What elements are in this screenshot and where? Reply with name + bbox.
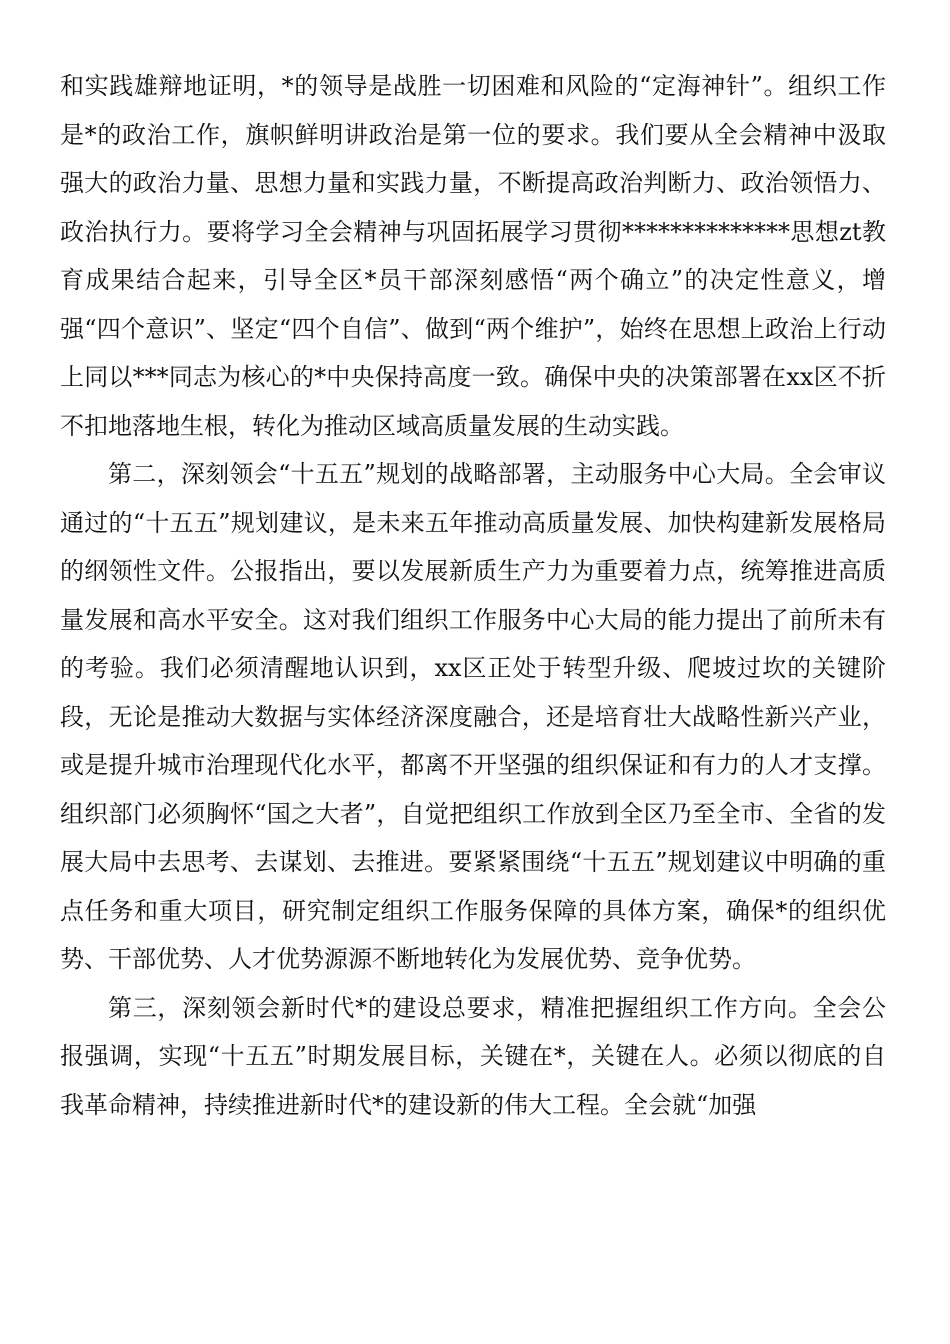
document-page [60, 62, 886, 1129]
paragraph-third-point: 第三，深刻领会新时代*的建设总要求，精准把握组织工作方向。全会公报强调，实现“十五五”时期发展目标，关键在*，关键在人。必须以彻底的自我革命精神，持续推进新时代*的建设新的伟大工程。全会就“加强 [60, 993, 886, 1119]
paragraph-continuation: 和实践雄辩地证明，*的领导是战胜一切困难和风险的“定海神针”。组织工作是*的政治工作，旗帜鲜明讲政治是第一位的要求。我们要从全会精神中汲取强大的政治力量、思想力量和实践力量，不断提高政治判断力、政治领悟力、政治执行力。要将学习全会精神与巩固拓展学习贯彻**************思想zt教育成果结合起来，引导全区*员干部深刻感悟“两个确立”的决定性意义，增强“四个意识”、坚定“四个自信”、做到“两个维护”，始终在思想上政治上行动上同以***同志为核心的*中央保持高度一致。确保中央的决策部署在xx区不折不扣地落地生根，转化为推动区域高质量发展的生动实践。 [60, 72, 886, 440]
paragraph-second-point: 第二，深刻领会“十五五”规划的战略部署，主动服务中心大局。全会审议通过的“十五五”规划建议，是未来五年推动高质量发展、加快构建新发展格局的纲领性文件。公报指出，要以发展新质生产力为重要着力点，统筹推进高质量发展和高水平安全。这对我们组织工作服务中心大局的能力提出了前所未有的考验。我们必须清醒地认识到，xx区正处于转型升级、爬坡过坎的关键阶段，无论是推动大数据与实体经济深度融合，还是培育壮大战略性新兴产业，或是提升城市治理现代化水平，都离不开坚强的组织保证和有力的人才支撑。组织部门必须胸怀“国之大者”，自觉把组织工作放到全区乃至全市、全省的发展大局中去思考、去谋划、去推进。要紧紧围绕“十五五”规划建议中明确的重点任务和重大项目，研究制定组织工作服务保障的具体方案，确保*的组织优势、干部优势、人才优势源源不断地转化为发展优势、竞争优势。 [60, 460, 886, 973]
